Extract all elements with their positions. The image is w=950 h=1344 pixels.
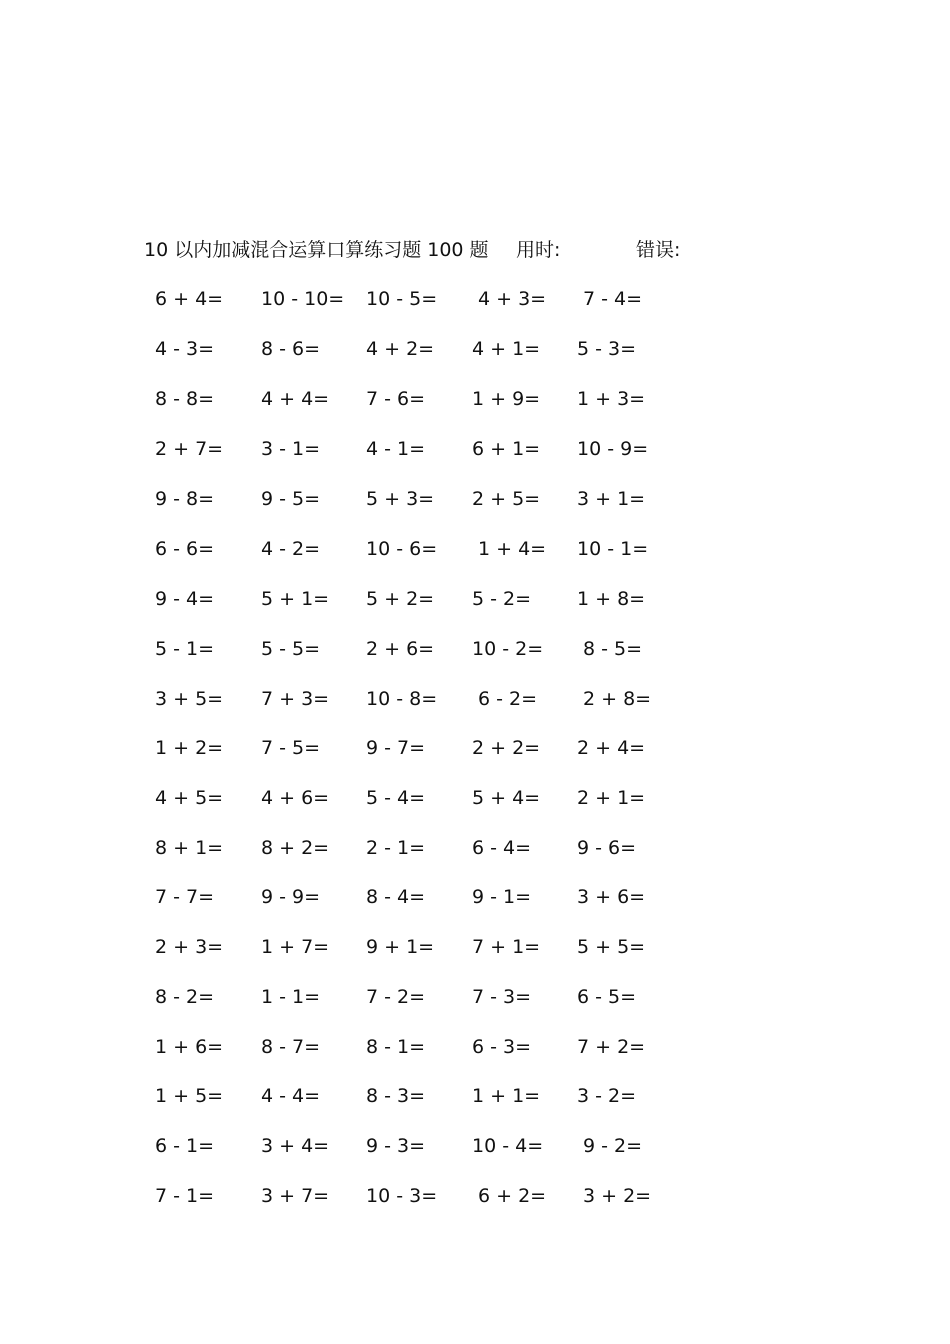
problem-r9-c2: 7 + 3= [261,688,330,710]
problem-r10-c1: 1 + 2= [155,737,224,759]
problem-r4-c3: 4 - 1= [366,438,426,460]
problem-r5-c5: 3 + 1= [577,488,646,510]
problem-r17-c1: 1 + 5= [155,1085,224,1107]
problem-r7-c3: 5 + 2= [366,588,435,610]
problem-r11-c5: 2 + 1= [577,787,646,809]
problem-r15-c2: 1 - 1= [261,986,321,1008]
problem-r16-c3: 8 - 1= [366,1036,426,1058]
problem-r15-c1: 8 - 2= [155,986,215,1008]
problem-r18-c5: 9 - 2= [583,1135,643,1157]
problem-r1-c2: 10 - 10= [261,288,345,310]
problem-r11-c1: 4 + 5= [155,787,224,809]
problem-r17-c2: 4 - 4= [261,1085,321,1107]
problem-r5-c3: 5 + 3= [366,488,435,510]
problem-r6-c2: 4 - 2= [261,538,321,560]
problem-r19-c5: 3 + 2= [583,1185,652,1207]
problem-r3-c1: 8 - 8= [155,388,215,410]
problem-r2-c1: 4 - 3= [155,338,215,360]
problem-r4-c4: 6 + 1= [472,438,541,460]
problem-r13-c5: 3 + 6= [577,886,646,908]
problem-r8-c1: 5 - 1= [155,638,215,660]
problem-r14-c4: 7 + 1= [472,936,541,958]
problem-r14-c5: 5 + 5= [577,936,646,958]
problem-r13-c3: 8 - 4= [366,886,426,908]
problem-r9-c3: 10 - 8= [366,688,438,710]
problem-r19-c3: 10 - 3= [366,1185,438,1207]
problem-r9-c4: 6 - 2= [478,688,538,710]
problem-r14-c3: 9 + 1= [366,936,435,958]
problem-r8-c3: 2 + 6= [366,638,435,660]
problem-r6-c1: 6 - 6= [155,538,215,560]
error-label: 错误: [636,239,681,261]
problem-r5-c1: 9 - 8= [155,488,215,510]
problem-r16-c2: 8 - 7= [261,1036,321,1058]
problem-r5-c4: 2 + 5= [472,488,541,510]
problem-r17-c4: 1 + 1= [472,1085,541,1107]
problem-r12-c3: 2 - 1= [366,837,426,859]
problem-r15-c3: 7 - 2= [366,986,426,1008]
problem-r8-c5: 8 - 5= [583,638,643,660]
problem-r3-c5: 1 + 3= [577,388,646,410]
problem-r12-c5: 9 - 6= [577,837,637,859]
problem-r18-c2: 3 + 4= [261,1135,330,1157]
problem-r2-c4: 4 + 1= [472,338,541,360]
problem-r6-c3: 10 - 6= [366,538,438,560]
problem-r15-c5: 6 - 5= [577,986,637,1008]
problem-r12-c4: 6 - 4= [472,837,532,859]
problem-r11-c3: 5 - 4= [366,787,426,809]
problem-r1-c5: 7 - 4= [583,288,643,310]
problem-r17-c5: 3 - 2= [577,1085,637,1107]
problem-r6-c5: 10 - 1= [577,538,649,560]
problem-r8-c4: 10 - 2= [472,638,544,660]
problem-r3-c2: 4 + 4= [261,388,330,410]
problem-r10-c5: 2 + 4= [577,737,646,759]
problem-r4-c1: 2 + 7= [155,438,224,460]
problem-r12-c2: 8 + 2= [261,837,330,859]
problem-r12-c1: 8 + 1= [155,837,224,859]
time-label: 用时: [516,239,561,261]
problem-r10-c4: 2 + 2= [472,737,541,759]
problem-r13-c1: 7 - 7= [155,886,215,908]
problem-r7-c1: 9 - 4= [155,588,215,610]
problem-r9-c5: 2 + 8= [583,688,652,710]
worksheet-title: 10 以内加减混合运算口算练习题 100 题 [144,239,489,261]
problem-r4-c2: 3 - 1= [261,438,321,460]
problem-r17-c3: 8 - 3= [366,1085,426,1107]
problem-r1-c1: 6 + 4= [155,288,224,310]
problem-r1-c3: 10 - 5= [366,288,438,310]
problem-r1-c4: 4 + 3= [478,288,547,310]
problem-r5-c2: 9 - 5= [261,488,321,510]
problem-r7-c4: 5 - 2= [472,588,532,610]
problem-r19-c2: 3 + 7= [261,1185,330,1207]
problem-r16-c4: 6 - 3= [472,1036,532,1058]
problem-r13-c4: 9 - 1= [472,886,532,908]
problem-r15-c4: 7 - 3= [472,986,532,1008]
problem-r4-c5: 10 - 9= [577,438,649,460]
problem-r18-c4: 10 - 4= [472,1135,544,1157]
problem-r14-c1: 2 + 3= [155,936,224,958]
problem-r14-c2: 1 + 7= [261,936,330,958]
problem-r3-c4: 1 + 9= [472,388,541,410]
problem-r19-c1: 7 - 1= [155,1185,215,1207]
problem-r18-c3: 9 - 3= [366,1135,426,1157]
problem-r18-c1: 6 - 1= [155,1135,215,1157]
problem-r9-c1: 3 + 5= [155,688,224,710]
problem-r7-c5: 1 + 8= [577,588,646,610]
problem-r2-c5: 5 - 3= [577,338,637,360]
problem-r10-c3: 9 - 7= [366,737,426,759]
problem-r2-c3: 4 + 2= [366,338,435,360]
problem-r11-c4: 5 + 4= [472,787,541,809]
problem-r13-c2: 9 - 9= [261,886,321,908]
problem-r19-c4: 6 + 2= [478,1185,547,1207]
problem-r6-c4: 1 + 4= [478,538,547,560]
problem-r2-c2: 8 - 6= [261,338,321,360]
problem-r10-c2: 7 - 5= [261,737,321,759]
problem-r7-c2: 5 + 1= [261,588,330,610]
problem-r16-c1: 1 + 6= [155,1036,224,1058]
problem-r11-c2: 4 + 6= [261,787,330,809]
problem-r8-c2: 5 - 5= [261,638,321,660]
problem-r3-c3: 7 - 6= [366,388,426,410]
problem-r16-c5: 7 + 2= [577,1036,646,1058]
